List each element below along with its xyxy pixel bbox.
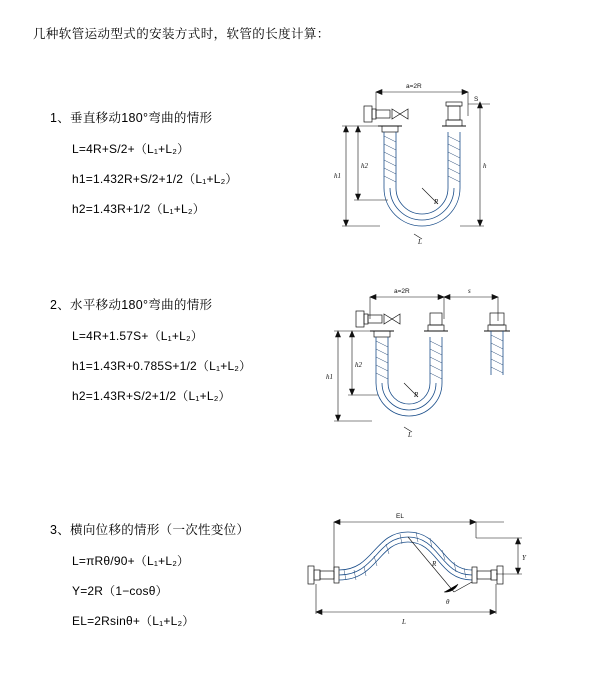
svg-text:h1: h1 [334, 172, 341, 180]
section-1-formula-3: h2=1.43R+1/2（L₁+L₂） [72, 202, 205, 216]
svg-text:h1: h1 [326, 373, 333, 381]
section-3-title: 3、横向位移的情形（一次性变位） [50, 523, 250, 537]
svg-text:R: R [432, 560, 437, 568]
section-3-text [50, 520, 310, 629]
svg-text:h2: h2 [355, 361, 362, 369]
svg-text:a=2R: a=2R [394, 288, 410, 295]
svg-text:θ: θ [446, 598, 450, 606]
vertical-180-bend-diagram [318, 76, 548, 276]
section-2-formula-2: h1=1.43R+0.785S+1/2（L₁+L₂） [72, 359, 252, 373]
svg-text:L: L [418, 238, 422, 246]
svg-text:Y: Y [522, 554, 526, 562]
section-1-text [50, 108, 310, 217]
page-title: 几种软管运动型式的安装方式时，软管的长度计算： [33, 27, 330, 41]
horizontal-180-bend-diagram [312, 279, 552, 469]
section-1-formula-1: L=4R+S/2+（L₁+L₂） [72, 142, 190, 156]
svg-text:h2: h2 [361, 162, 368, 170]
svg-text:a=2R: a=2R [406, 83, 422, 90]
section-3-formula-3: EL=2Rsinθ+（L₁+L₂） [72, 614, 195, 628]
section-1-title: 1、垂直移动180°弯曲的情形 [50, 111, 213, 125]
svg-text:R: R [434, 198, 439, 206]
section-1-formula-2: h1=1.432R+S/2+1/2（L₁+L₂） [72, 172, 238, 186]
section-2-title: 2、水平移动180°弯曲的情形 [50, 298, 213, 312]
svg-text:EL: EL [396, 513, 404, 520]
svg-text:L: L [408, 431, 412, 439]
svg-text:h: h [483, 162, 487, 170]
section-2-text [50, 295, 310, 404]
svg-text:s: s [468, 287, 471, 295]
section-3-formula-2: Y=2R（1−cosθ） [72, 584, 168, 598]
svg-text:R: R [414, 391, 419, 399]
section-2-formula-3: h2=1.43R+S/2+1/2（L₁+L₂） [72, 389, 231, 403]
svg-text:S: S [474, 96, 479, 103]
section-3-formula-1: L=πRθ/90+（L₁+L₂） [72, 554, 190, 568]
section-2-formula-1: L=4R+1.57S+（L₁+L₂） [72, 329, 204, 343]
lateral-offset-diagram [296, 504, 556, 644]
svg-text:L: L [402, 618, 406, 626]
